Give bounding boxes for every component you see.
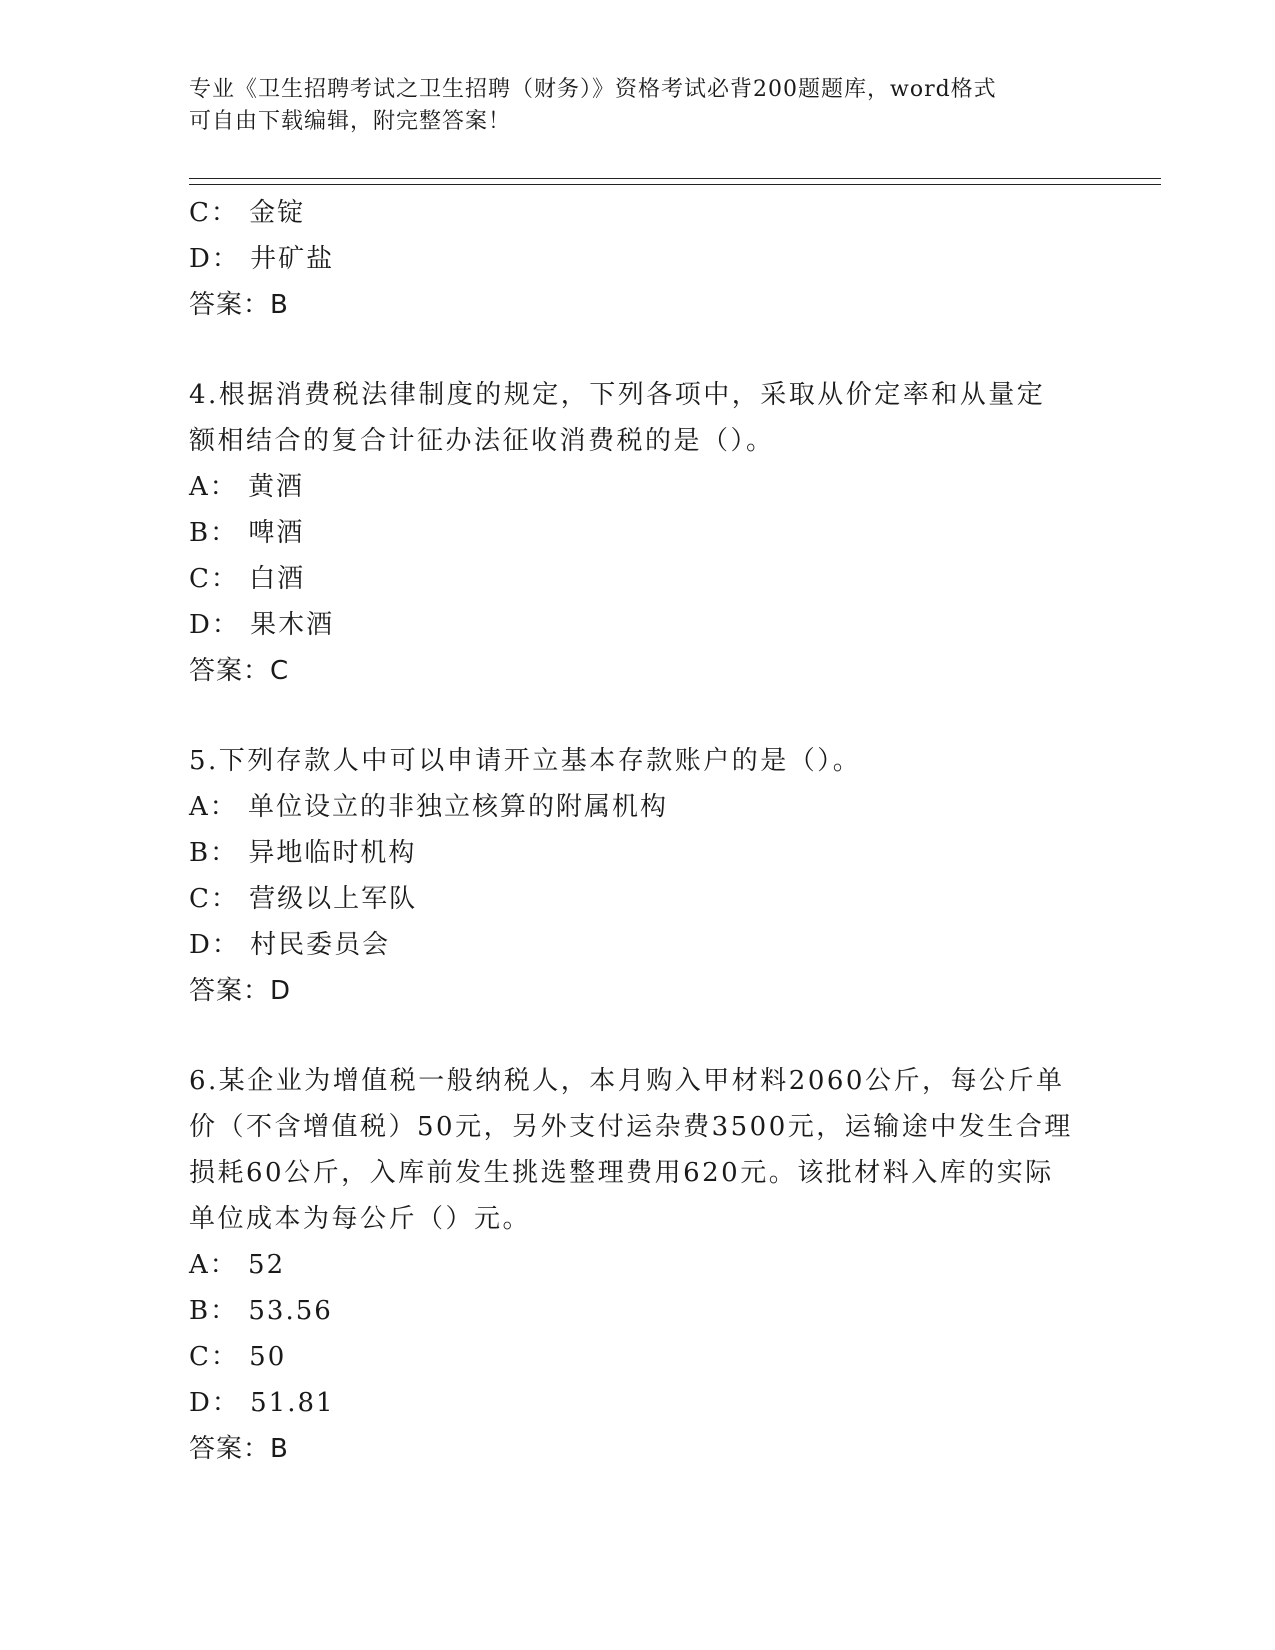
header-divider-bottom: [189, 184, 1161, 185]
option-b: B： 异地临时机构: [189, 838, 417, 868]
option-c: C： 金锭: [189, 198, 306, 228]
spacer: [189, 1014, 1089, 1058]
spacer: [189, 694, 1089, 738]
header-line-1: 专业《卫生招聘考试之卫生招聘（财务）》资格考试必背200题题库，word格式: [189, 77, 997, 102]
document-header: [189, 74, 1089, 138]
header-divider-top: [189, 178, 1161, 179]
option-a: A： 52: [189, 1250, 286, 1280]
option-b: B： 53.56: [189, 1296, 333, 1326]
answer: 答案：C: [189, 656, 290, 686]
option-d: D： 果木酒: [189, 610, 335, 640]
question-text: 单位成本为每公斤（）元。: [189, 1204, 532, 1234]
option-b: B： 啤酒: [189, 518, 305, 548]
option-c: C： 营级以上军队: [189, 884, 418, 914]
option-c: C： 白酒: [189, 564, 306, 594]
question-block-4: [189, 372, 1089, 694]
answer: 答案：B: [189, 290, 289, 320]
option-d: D： 51.81: [189, 1388, 335, 1418]
option-a: A： 黄酒: [189, 472, 305, 502]
option-d: D： 村民委员会: [189, 930, 391, 960]
question-block-3: [189, 190, 1089, 328]
question-text: 5.下列存款人中可以申请开立基本存款账户的是（）。: [189, 746, 862, 776]
header-line-2: 可自由下载编辑，附完整答案！: [189, 109, 512, 134]
option-c: C： 50: [189, 1342, 287, 1372]
answer: 答案：B: [189, 1434, 289, 1464]
question-text: 6.某企业为增值税一般纳税人，本月购入甲材料2060公斤，每公斤单: [189, 1066, 1065, 1096]
document-body: [189, 190, 1089, 1472]
answer: 答案：D: [189, 976, 292, 1006]
question-text: 4.根据消费税法律制度的规定，下列各项中，采取从价定率和从量定: [189, 380, 1046, 410]
question-block-6: [189, 1058, 1089, 1472]
option-a: A： 单位设立的非独立核算的附属机构: [189, 792, 669, 822]
spacer: [189, 328, 1089, 372]
question-text: 额相结合的复合计征办法征收消费税的是（）。: [189, 426, 775, 456]
question-block-5: [189, 738, 1089, 1014]
question-text: 价（不含增值税）50元，另外支付运杂费3500元，运输途中发生合理: [189, 1112, 1073, 1142]
question-text: 损耗60公斤，入库前发生挑选整理费用620元。该批材料入库的实际: [189, 1158, 1054, 1188]
option-d: D： 井矿盐: [189, 244, 335, 274]
